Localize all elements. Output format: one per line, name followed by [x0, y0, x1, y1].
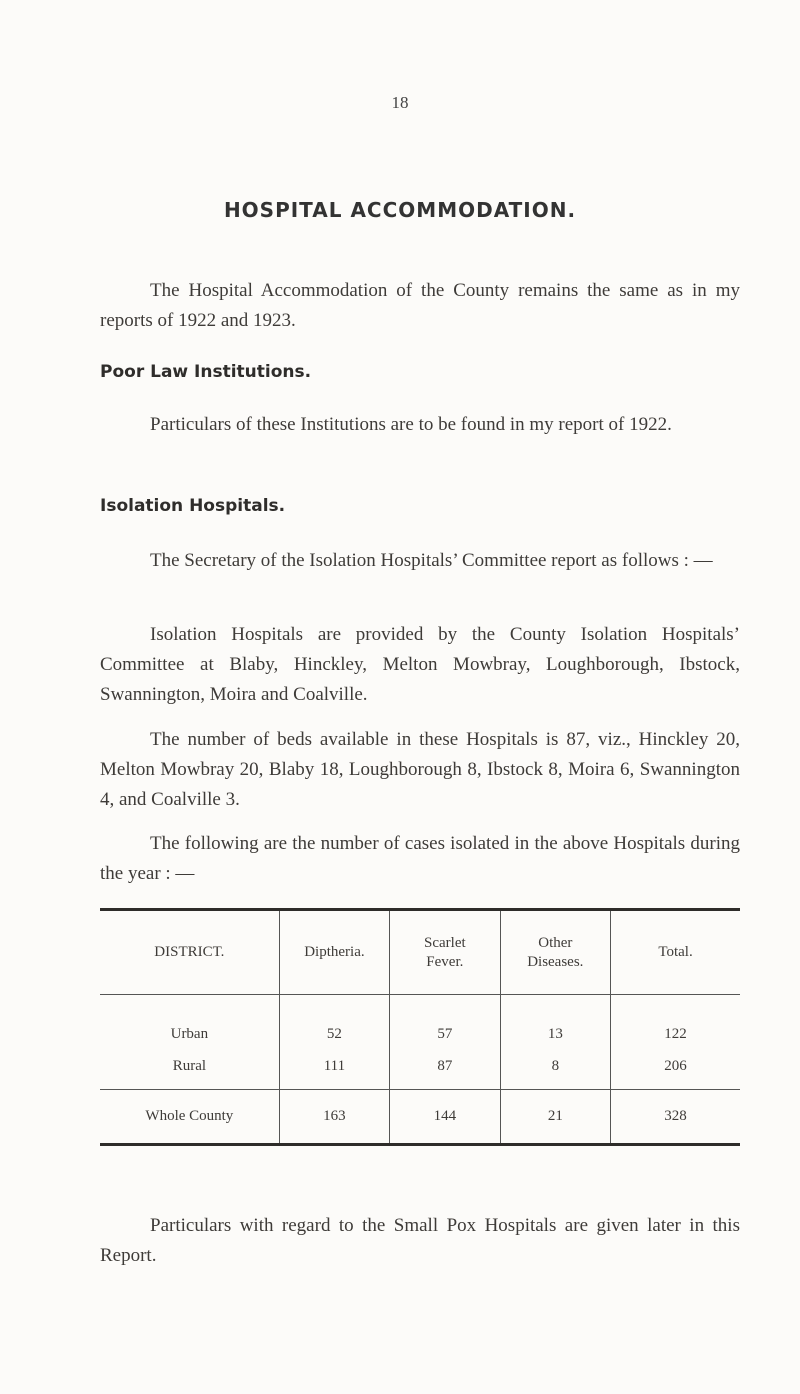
- header-other-diseases: Other Diseases.: [500, 910, 611, 995]
- cases-table: [100, 908, 740, 1146]
- header-diptheria: Diptheria.: [279, 910, 389, 995]
- row-district: Urban: [170, 1026, 209, 1042]
- cases-paragraph: The following are the number of cases isolated in the above Hospitals during the year : —: [100, 833, 740, 884]
- row-scarlet-fever: 57: [390, 995, 500, 1044]
- row-total: 122: [611, 995, 740, 1044]
- row-total: 206: [611, 1043, 740, 1090]
- total-diptheria: 163: [279, 1090, 389, 1145]
- header-district: DISTRICT.: [100, 910, 279, 995]
- header-scarlet-fever: Scarlet Fever.: [390, 910, 500, 995]
- row-diptheria: 111: [279, 1043, 389, 1090]
- table-row: [100, 1043, 740, 1090]
- closing-paragraph: Particulars with regard to the Small Pox Hospitals are given later in this Report.: [100, 1215, 740, 1266]
- header-total: Total.: [611, 910, 740, 995]
- row-other-diseases: 8: [500, 1043, 611, 1090]
- beds-paragraph: The number of beds available in these Hospitals is 87, viz., Hinckley 20, Melton Mowbray 20, Blaby 18, Loughborough 8, Ibstock 8, Moira 6, Swannington 4, and Coalville 3.: [100, 729, 740, 810]
- total-total: 328: [611, 1090, 740, 1145]
- provided-paragraph: Isolation Hospitals are provided by the County Isolation Hospitals’ Committee at Blaby, Hinckley, Melton Mowbray, Loughborough, Ibstock, Swannington, Moira and Coalville.: [100, 624, 740, 705]
- total-scarlet-fever: 144: [390, 1090, 500, 1145]
- table-total-row: [100, 1090, 740, 1145]
- total-other-diseases: 21: [500, 1090, 611, 1145]
- poor-law-paragraph: Particulars of these Institutions are to be found in my report of 1922.: [150, 414, 672, 435]
- total-district: Whole County: [145, 1108, 234, 1124]
- row-diptheria: 52: [279, 995, 389, 1044]
- intro-paragraph: The Hospital Accommodation of the County remains the same as in my reports of 1922 and 1923.: [100, 280, 740, 331]
- secretary-paragraph: The Secretary of the Isolation Hospitals’ Committee report as follows : —: [150, 550, 713, 571]
- page-title: HOSPITAL ACCOMMODATION.: [223, 198, 577, 222]
- isolation-heading: Isolation Hospitals.: [100, 496, 286, 516]
- table-row: [100, 995, 740, 1044]
- row-district: Rural: [100, 1043, 279, 1090]
- page-number: 18: [391, 93, 409, 112]
- poor-law-heading: Poor Law Institutions.: [100, 362, 312, 382]
- row-other-diseases: 13: [500, 995, 611, 1044]
- row-scarlet-fever: 87: [390, 1043, 500, 1090]
- table-header-row: [100, 910, 740, 995]
